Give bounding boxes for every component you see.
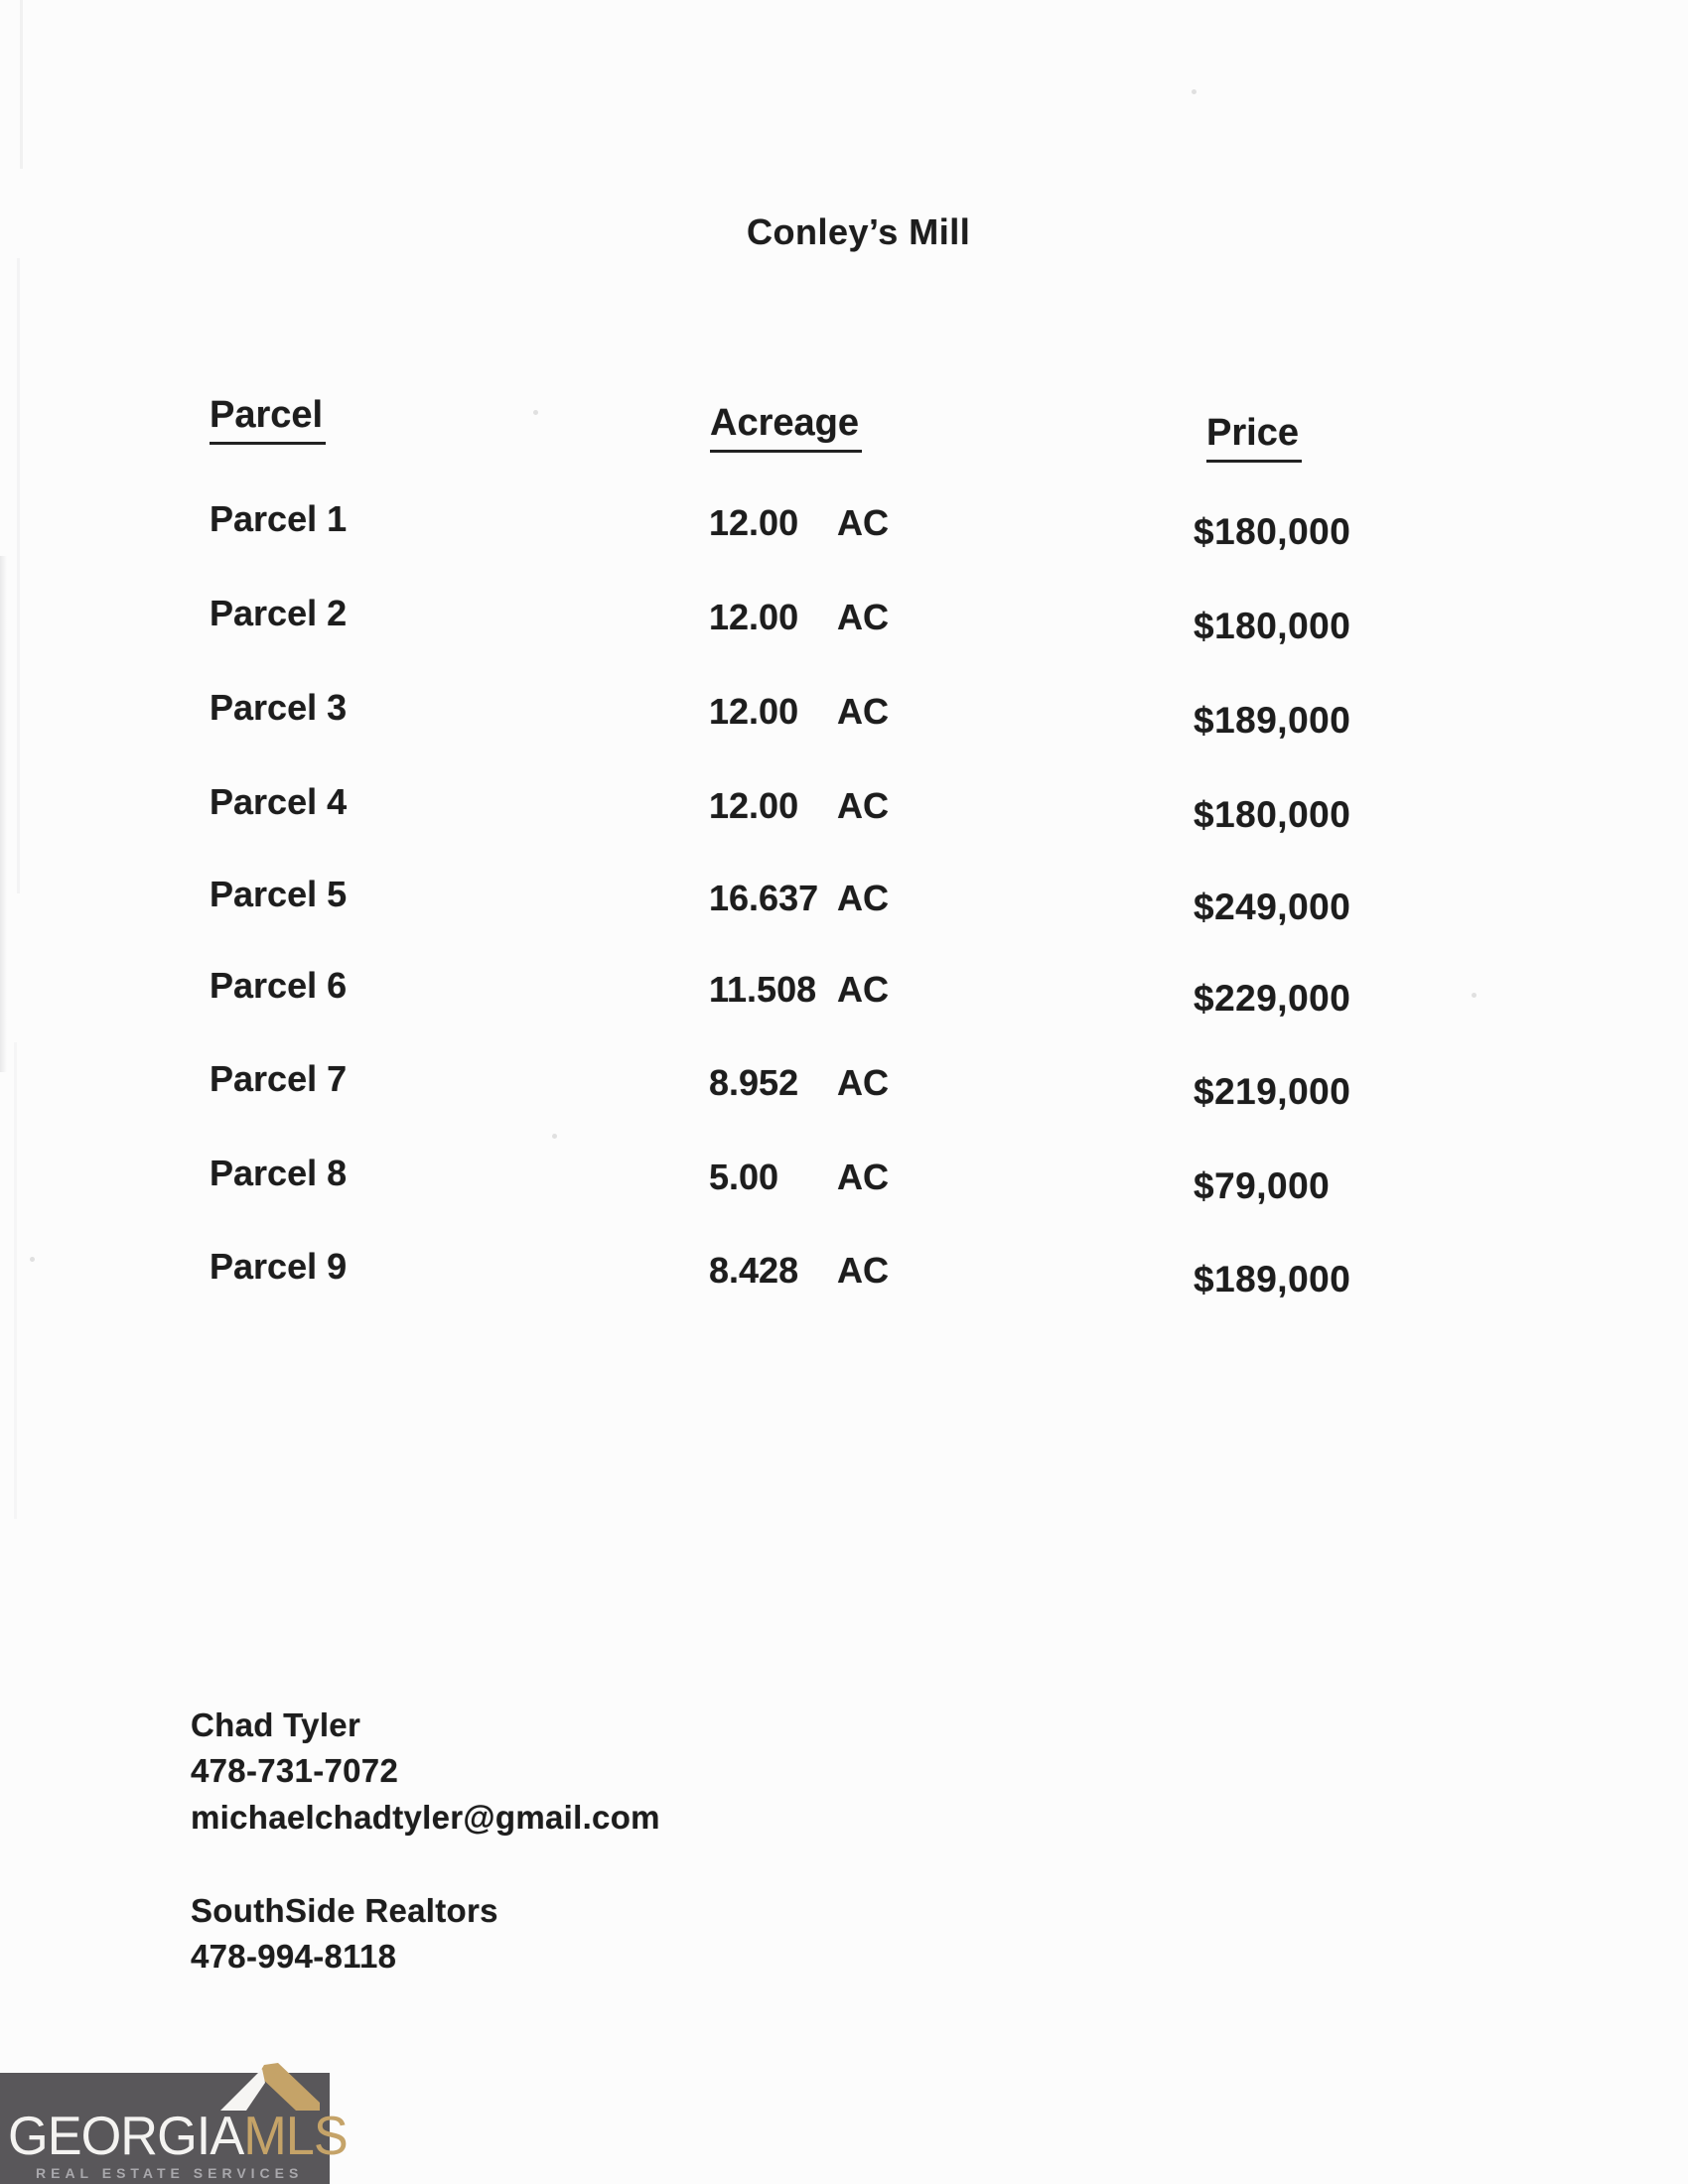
column-header-price: Price: [1206, 412, 1302, 463]
contact-company: SouthSide Realtors: [191, 1892, 498, 1929]
parcel-cell: Parcel 8: [210, 1153, 348, 1193]
logo-wordmark: [8, 2105, 348, 2166]
scan-artifact: [20, 0, 23, 169]
price-cell: $229,000: [1194, 978, 1351, 1019]
price-cell: $249,000: [1194, 887, 1351, 927]
column-header-parcel: Parcel: [210, 394, 326, 445]
price-cell: $189,000: [1194, 1259, 1351, 1299]
logo-brand-primary: GEORGIA: [8, 2105, 244, 2166]
scan-artifact: [552, 1134, 557, 1139]
acreage-unit: AC: [837, 785, 889, 826]
price-cell: $180,000: [1194, 511, 1351, 552]
georgia-mls-logo: [0, 2073, 348, 2184]
table-row: [0, 687, 1688, 739]
document-title: Conley’s Mill: [747, 211, 971, 252]
acreage-unit: AC: [837, 691, 889, 732]
acreage-value: 11.508: [709, 969, 817, 1010]
contact-email: michaelchadtyler@gmail.com: [191, 1799, 660, 1836]
parcel-cell: Parcel 9: [210, 1246, 348, 1287]
price-cell: $219,000: [1194, 1071, 1351, 1112]
logo-tagline: REAL ESTATE SERVICES: [36, 2165, 304, 2181]
column-header-acreage: Acreage: [710, 402, 862, 453]
table-row: [0, 498, 1688, 550]
acreage-unit: AC: [837, 1157, 889, 1197]
table-row: [0, 874, 1688, 925]
price-cell: $180,000: [1194, 606, 1351, 646]
acreage-unit: AC: [837, 1250, 889, 1291]
acreage-value: 12.00: [709, 691, 799, 732]
acreage-value: 12.00: [709, 597, 799, 637]
acreage-value: 12.00: [709, 502, 799, 543]
table-row: [0, 1153, 1688, 1204]
acreage-unit: AC: [837, 502, 889, 543]
logo-brand-secondary: MLS: [243, 2105, 348, 2166]
acreage-value: 8.952: [709, 1062, 799, 1103]
table-row: [0, 1246, 1688, 1297]
price-cell: $189,000: [1194, 700, 1351, 741]
parcel-cell: Parcel 1: [210, 498, 348, 539]
acreage-unit: AC: [837, 1062, 889, 1103]
table-row: [0, 1058, 1688, 1110]
acreage-unit: AC: [837, 969, 889, 1010]
contact-name: Chad Tyler: [191, 1706, 361, 1743]
parcel-cell: Parcel 6: [210, 965, 348, 1006]
acreage-value: 5.00: [709, 1157, 779, 1197]
acreage-value: 12.00: [709, 785, 799, 826]
parcel-cell: Parcel 3: [210, 687, 348, 728]
contact-phone: 478-731-7072: [191, 1752, 399, 1789]
acreage-unit: AC: [837, 878, 889, 918]
parcel-cell: Parcel 2: [210, 593, 348, 633]
price-cell: $79,000: [1194, 1165, 1331, 1206]
table-row: [0, 593, 1688, 644]
parcel-cell: Parcel 4: [210, 781, 348, 822]
table-row: [0, 965, 1688, 1017]
acreage-value: 16.637: [709, 878, 819, 918]
price-cell: $180,000: [1194, 794, 1351, 835]
acreage-unit: AC: [837, 597, 889, 637]
parcel-cell: Parcel 5: [210, 874, 348, 914]
scan-artifact: [1192, 89, 1196, 94]
parcel-cell: Parcel 7: [210, 1058, 348, 1099]
contact-company-phone: 478-994-8118: [191, 1938, 397, 1975]
acreage-value: 8.428: [709, 1250, 799, 1291]
scan-artifact: [533, 410, 538, 415]
table-row: [0, 781, 1688, 833]
